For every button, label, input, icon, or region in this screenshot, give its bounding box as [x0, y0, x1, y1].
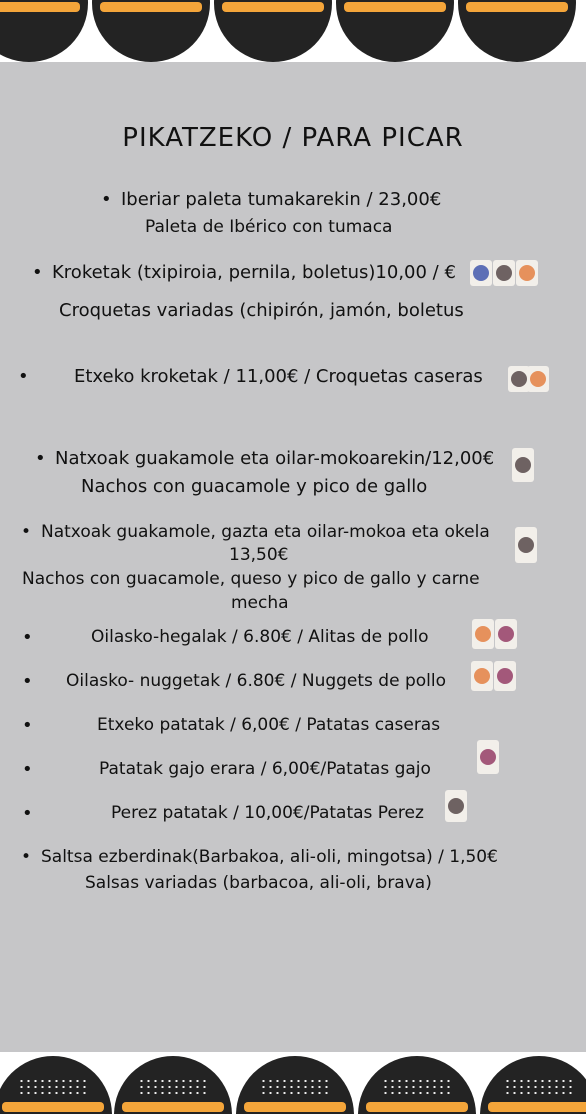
milk-allergen-icon	[445, 790, 467, 822]
burger-image	[358, 1056, 476, 1114]
item-translation: Paleta de Ibérico con tumaca	[145, 217, 393, 237]
burger-image	[92, 0, 210, 62]
item-name: • Saltsa ezberdinak(Barbakoa, ali-oli, mingotsa) / 1,50€	[41, 847, 498, 867]
mustard-allergen-icon	[494, 661, 516, 691]
burger-image	[0, 0, 88, 62]
top-burger-strip	[0, 0, 586, 62]
milk-allergen-icon	[515, 527, 537, 563]
item-translation: Nachos con guacamole, queso y pico de gallo y carne	[22, 569, 480, 589]
burger-image	[336, 0, 454, 62]
burger-image	[114, 1056, 232, 1114]
burger-image	[458, 0, 576, 62]
bullet: •	[22, 803, 33, 824]
item-name: • Kroketak (txipiroia, pernila, boletus)10,00 / €	[52, 262, 456, 283]
bullet: •	[22, 715, 33, 736]
item-name: • Iberiar paleta tumakarekin / 23,00€	[121, 189, 441, 210]
burger-image	[480, 1056, 586, 1114]
gluten-allergen-icon	[527, 366, 549, 392]
item-translation: Salsas variadas (barbacoa, ali-oli, brava)	[85, 873, 432, 893]
milk-allergen-icon	[512, 448, 534, 482]
bullet: •	[22, 627, 33, 648]
mustard-allergen-icon	[477, 740, 499, 774]
bullet: •	[22, 759, 33, 780]
gluten-allergen-icon	[471, 661, 493, 691]
item-name: Etxeko patatak / 6,00€ / Patatas caseras	[97, 715, 441, 735]
burger-image	[214, 0, 332, 62]
bottom-burger-strip	[0, 1052, 586, 1114]
burger-image	[236, 1056, 354, 1114]
bullet: •	[18, 366, 29, 387]
item-name: Oilasko- nuggetak / 6.80€ / Nuggets de pollo	[66, 671, 447, 691]
item-name: Etxeko kroketak / 11,00€ / Croquetas caseras	[74, 366, 483, 387]
milk-allergen-icon	[493, 260, 515, 286]
gluten-allergen-icon	[472, 619, 494, 649]
bullet: •	[22, 671, 33, 692]
item-name: Perez patatak / 10,00€/Patatas Perez	[111, 803, 424, 823]
item-translation: Nachos con guacamole y pico de gallo	[81, 476, 428, 497]
item-translation: mecha	[231, 593, 289, 613]
mustard-allergen-icon	[495, 619, 517, 649]
item-translation: Croquetas variadas (chipirón, jamón, boletus	[59, 300, 464, 321]
burger-image	[0, 1056, 112, 1114]
item-name: Oilasko-hegalak / 6.80€ / Alitas de pollo	[91, 627, 429, 647]
fish-allergen-icon	[470, 260, 492, 286]
item-name: • Natxoak guakamole, gazta eta oilar-mokoa eta okela	[41, 522, 490, 542]
item-name: • Natxoak guakamole eta oilar-mokoarekin/12,00€	[55, 448, 494, 469]
item-name: Patatak gajo erara / 6,00€/Patatas gajo	[99, 759, 431, 779]
item-price: 13,50€	[229, 545, 289, 565]
gluten-allergen-icon	[516, 260, 538, 286]
section-title: PIKATZEKO / PARA PICAR	[122, 123, 464, 153]
